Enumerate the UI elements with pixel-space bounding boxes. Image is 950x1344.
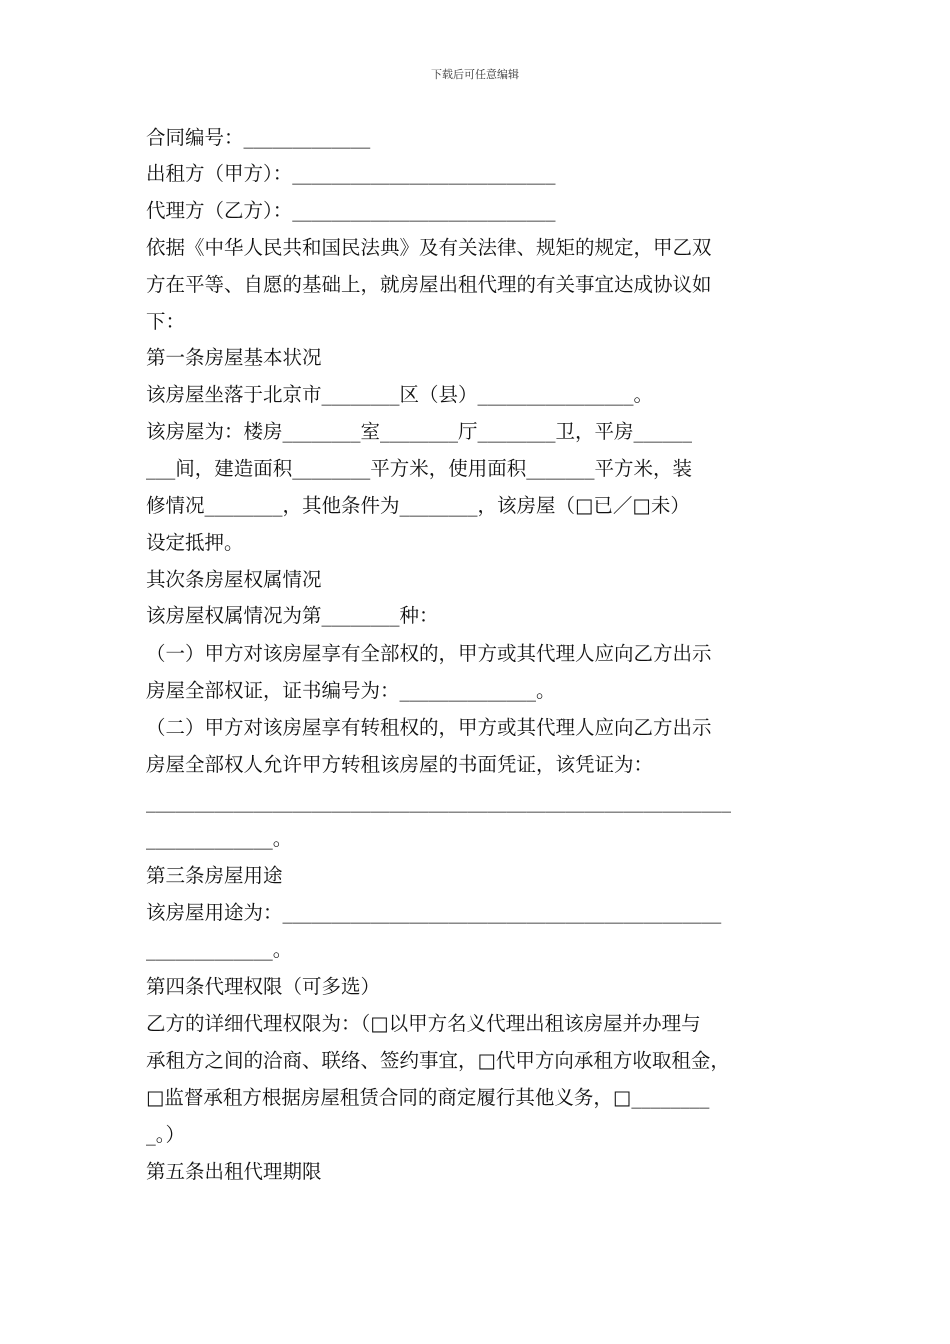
article-heading: 第四条代理权限（可多选）	[146, 975, 381, 998]
body-line: 该房屋用途为：_____________________________________________	[146, 901, 722, 924]
body-line: ___间，建造面积________平方米，使用面积_______平方米，装	[146, 457, 693, 480]
body-line: 该房屋为：楼房________室________厅________卫，平房______	[146, 420, 693, 443]
lessor-line: 出租方（甲方）：___________________________	[146, 162, 556, 185]
preamble-line: 下：	[146, 310, 186, 333]
page-header: 下载后可任意编辑	[431, 68, 519, 81]
article-heading: 其次条房屋权属情况	[146, 568, 322, 591]
agent-line: 代理方（乙方）：___________________________	[146, 199, 556, 222]
preamble-line: 依据《中华人民共和国民法典》及有关法律、规矩的规定，甲乙双	[146, 236, 712, 259]
body-line: 房屋全部权人允许甲方转租该房屋的书面凭证，该凭证为：	[146, 753, 654, 776]
body-line: 房屋全部权证，证书编号为：______________。	[146, 679, 556, 702]
body-line: 修情况________，其他条件为________，该房屋（□已／□未）	[146, 494, 690, 517]
body-line: _。）	[146, 1123, 186, 1146]
body-line: 乙方的详细代理权限为：（□以甲方名义代理出租该房屋并办理与	[146, 1012, 701, 1035]
contract-number-line: 合同编号：_____________	[146, 126, 371, 149]
body-line: 承租方之间的洽商、联络、签约事宜，□代甲方向承租方收取租金，	[146, 1049, 730, 1072]
body-line: 设定抵押。	[146, 531, 244, 554]
body-line: （一）甲方对该房屋享有全部权的，甲方或其代理人应向乙方出示	[146, 642, 712, 665]
body-line: 该房屋坐落于北京市________区（县）________________。	[146, 383, 654, 406]
article-heading: 第五条出租代理期限	[146, 1160, 322, 1183]
preamble-line: 方在平等、自愿的基础上，就房屋出租代理的有关事宜达成协议如	[146, 273, 712, 296]
blank-line: ____________________________________________________________	[146, 790, 731, 813]
body-line: （二）甲方对该房屋享有转租权的，甲方或其代理人应向乙方出示	[146, 716, 712, 739]
body-line: 该房屋权属情况为第________种：	[146, 604, 439, 627]
blank-line: _____________。	[146, 827, 293, 850]
article-heading: 第一条房屋基本状况	[146, 346, 322, 369]
blank-line: _____________。	[146, 938, 293, 961]
body-line: □监督承租方根据房屋租赁合同的商定履行其他义务，□________	[146, 1086, 710, 1109]
article-heading: 第三条房屋用途	[146, 864, 283, 887]
